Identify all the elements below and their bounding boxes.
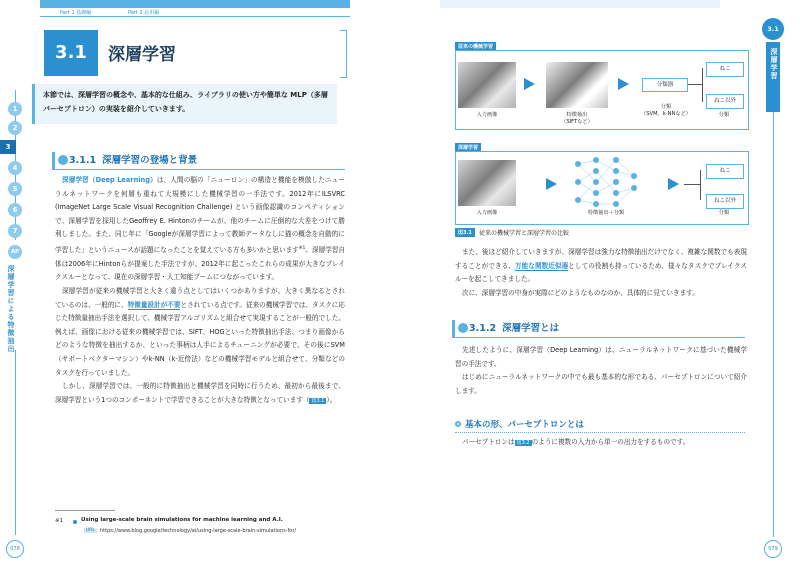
figure-ref-3-2[interactable]: 図3.2 xyxy=(516,440,530,446)
label-feature-top: 特徴抽出 （SIFTなど） xyxy=(561,112,593,125)
subsection-number: 3.1.1 xyxy=(69,155,97,166)
chapter-tab-6[interactable]: 6 xyxy=(8,203,22,217)
figure-tag-traditional: 従来の機械学習 xyxy=(455,42,496,51)
chapter-vertical-title: 深層学習による特徴抽出 xyxy=(7,265,15,353)
part-tab-bar-right xyxy=(440,0,720,8)
paragraph-3-b: ）。 xyxy=(326,395,337,404)
label-classifier-top: 分類 （SVM、k-NNなど） xyxy=(641,104,691,117)
subsection-2-title: 深層学習とは xyxy=(502,323,560,334)
right-paragraph-1-b: としての役割も持っているため、様々なタスクでブレイクスルーを起こしてきました。 xyxy=(455,261,748,284)
classifier-box: 分類器 xyxy=(642,78,688,92)
output-cat-top: ねこ xyxy=(706,62,744,77)
paragraph-2-b: とされている点です。従来の機械学習では、タスクに応じた特徴量抽出手法を選択して、機械学習アルゴリズムと組合せて実現することが一般的でした。例えば、画像における従来の機械学習では、SIFT、HOGといった特徴抽出手法、つまり画像からどのような特徴を抽出するか、といった事柄は人手によるチューニングが必要で、その後にSVM（サポートベクターマシン）やk-NN（k-近傍法）などの機械学習モデルと組合せて、分類などのタスクを行っていました。 xyxy=(55,300,346,377)
paragraph-1-text: は、人間の脳の「ニューロン」の構造と機能を模倣したニューラルネットワークを何層も重ねて大規模にした機械学習の一手法です。2012年にILSVRC (ImageNet Large Scale Visual Recognition Challenge) という画像認識のコンペティションで、深層学習を採用したGeoffrey E. Hintonのチームが、他のチームに圧倒的な大差をつけて勝利しました。また、同じ年に「Googleが深層学習によって教師データなしに猫の概念を自動的に学習した」というニュースが話題になったことを覚えている方も多いかと思います xyxy=(55,176,345,255)
footnote-divider xyxy=(55,510,115,511)
footnote-ref[interactable]: ※1 xyxy=(298,245,306,251)
part-tab-underline xyxy=(40,16,350,17)
right-rail-badge-text: 3.1 xyxy=(767,25,779,33)
perceptron-paragraph xyxy=(455,436,747,451)
subsection-icon xyxy=(58,155,68,165)
paragraph-1-tail: 。深層学習自体は2006年にHintonらが提案した手法ですが、2012年に起こったこれらの成果が大きなブレイクスルーとなって、現在の深層学習・人工知能ブームにつながっています。 xyxy=(55,246,346,282)
subsection-title: 深層学習の登場と背景 xyxy=(102,155,198,166)
left-body-text xyxy=(55,174,345,408)
perceptron-text xyxy=(455,436,747,451)
footnote-url-label: URL xyxy=(86,528,95,533)
chapter-tab-7[interactable]: 7 xyxy=(8,224,22,238)
output-branch-v xyxy=(700,170,701,200)
perceptron-heading xyxy=(455,418,745,433)
label-input-bottom: 入力画像 xyxy=(476,210,498,216)
term-deep-learning: 深層学習（Deep Learning） xyxy=(62,176,157,184)
paragraph-3-a: しかし、深層学習では、一般的に特徴抽出と機械学習を同時に行うため、最初から最後まで、深層学習という1つのコンポーネントで学習できることが大きな特徴となっています（ xyxy=(55,382,345,404)
right-rail-vertical-title: 深層学習 xyxy=(770,48,778,80)
perceptron-paragraph-a: パーセプトロンは xyxy=(462,438,515,446)
label-output-top: 分類 xyxy=(718,112,730,118)
right-paragraph-1 xyxy=(455,246,747,287)
footnote-url[interactable]: https://www.blog.google/technology/ai/using-large-scale-brain-simulations-for/ xyxy=(100,528,297,534)
subsection-2-paragraph-1: 先述したように、深層学習（Deep Learning）は、ニューラルネットワークに基づいた機械学習の手法です。 xyxy=(455,346,747,368)
page-number-left: 078 xyxy=(6,540,24,558)
neural-network-icon xyxy=(572,154,640,210)
paragraph-2 xyxy=(55,285,345,380)
arrow-2-bottom xyxy=(668,178,679,190)
figure-ref-3-1[interactable]: 図3.1 xyxy=(311,397,325,404)
label-output-bottom: 分類 xyxy=(718,210,730,216)
cat-image-bottom xyxy=(458,160,516,206)
subsection-icon-2 xyxy=(458,323,468,333)
chapter-tab-ap[interactable]: AP xyxy=(8,245,22,259)
figure-tag-deep: 深層学習 xyxy=(455,143,481,152)
chapter-tab-4[interactable]: 4 xyxy=(8,161,22,175)
chapter-tab-1[interactable]: 1 xyxy=(8,102,22,116)
subsection-2-number: 3.1.2 xyxy=(469,323,497,334)
label-input-top: 入力画像 xyxy=(476,112,498,118)
chapter-rail-line-lower xyxy=(15,350,16,535)
output-branch-h xyxy=(684,184,700,185)
right-body-text xyxy=(455,246,747,300)
part1-label[interactable]: Part 1 基礎編 xyxy=(60,10,92,16)
part2-label[interactable]: Part 2 応用編 xyxy=(128,10,160,16)
arrow-2-top xyxy=(618,78,629,90)
chapter-tab-2[interactable]: 2 xyxy=(8,121,22,135)
label-feature-classify: 特徴抽出＋分類 xyxy=(587,210,625,216)
output-notcat-bottom: ねこ以外 xyxy=(706,194,744,209)
right-paragraph-2: 次に、深層学習の中身が実際にどのようなものなのか、具体的に見ていきます。 xyxy=(462,288,699,297)
subsection-3-1-1-heading xyxy=(52,152,345,170)
subsection-2-paragraph-2: はじめにニューラルネットワークの中でも最も基本的な形である、パーセプトロンについて紹介します。 xyxy=(455,373,747,395)
highlight-feature-design: 特徴量設計が不要 xyxy=(127,300,181,309)
figure-caption: 従来の機械学習と深層学習の比較 xyxy=(479,230,570,237)
section-intro-text: 本節では、深層学習の概念や、基本的な仕組み、ライブラリの使い方や簡単な MLP（多層パーセプトロン）の実装を紹介していきます。 xyxy=(43,91,328,113)
perceptron-paragraph-b: のように複数の入力から単一の出力をするものです。 xyxy=(531,438,690,446)
right-rail-line xyxy=(773,112,774,537)
section-title-bracket xyxy=(340,30,347,78)
subsection-2-text xyxy=(455,344,747,398)
chapter-tab-3-active[interactable]: 3 xyxy=(0,140,16,154)
chapter-tab-5[interactable]: 5 xyxy=(8,182,22,196)
output-cat-bottom: ねこ xyxy=(706,164,744,179)
output-notcat-top: ねこ以外 xyxy=(706,94,744,109)
cat-image-top xyxy=(458,62,516,108)
footnote-title: Using large-scale brain simulations for machine learning and A.I. xyxy=(81,517,283,523)
section-title: 深層学習 xyxy=(108,45,176,65)
paragraph-3 xyxy=(55,380,345,408)
paragraph-2-a: 深層学習が従来の機械学習と大きく違う点としてはいくつかありますが、大きく異なるとされているのは、一般的に、 xyxy=(55,286,345,309)
classifier-branch-line xyxy=(688,84,702,85)
right-rail-badge xyxy=(762,18,784,40)
part-tab-bar-left xyxy=(40,0,350,8)
section-number-badge xyxy=(44,30,98,76)
perceptron-title: 基本の形、パーセプトロンとは xyxy=(465,420,584,430)
footnote-bullet xyxy=(73,520,77,524)
classifier-branch-v xyxy=(702,68,703,102)
figure-caption-tag: 図3.1 xyxy=(455,228,475,237)
right-paragraph-1-a: また、後ほど紹介していきますが、深層学習は強力な特徴抽出だけでなく、複雑な関数でも表現することができる、 xyxy=(455,248,747,270)
cat-image-feature xyxy=(546,62,608,108)
paragraph-1 xyxy=(55,174,345,285)
perceptron-bullet-icon xyxy=(455,421,461,427)
arrow-1-top xyxy=(524,78,535,90)
arrow-1-bottom xyxy=(546,178,557,190)
footnote-mark: ※1 xyxy=(55,518,64,524)
section-intro-box xyxy=(32,84,337,124)
page-number-right: 079 xyxy=(764,540,782,558)
highlight-universal-approximator: 万能な関数近似器 xyxy=(514,261,569,270)
section-number: 3.1 xyxy=(55,42,87,63)
subsection-3-1-2-heading xyxy=(452,320,745,338)
